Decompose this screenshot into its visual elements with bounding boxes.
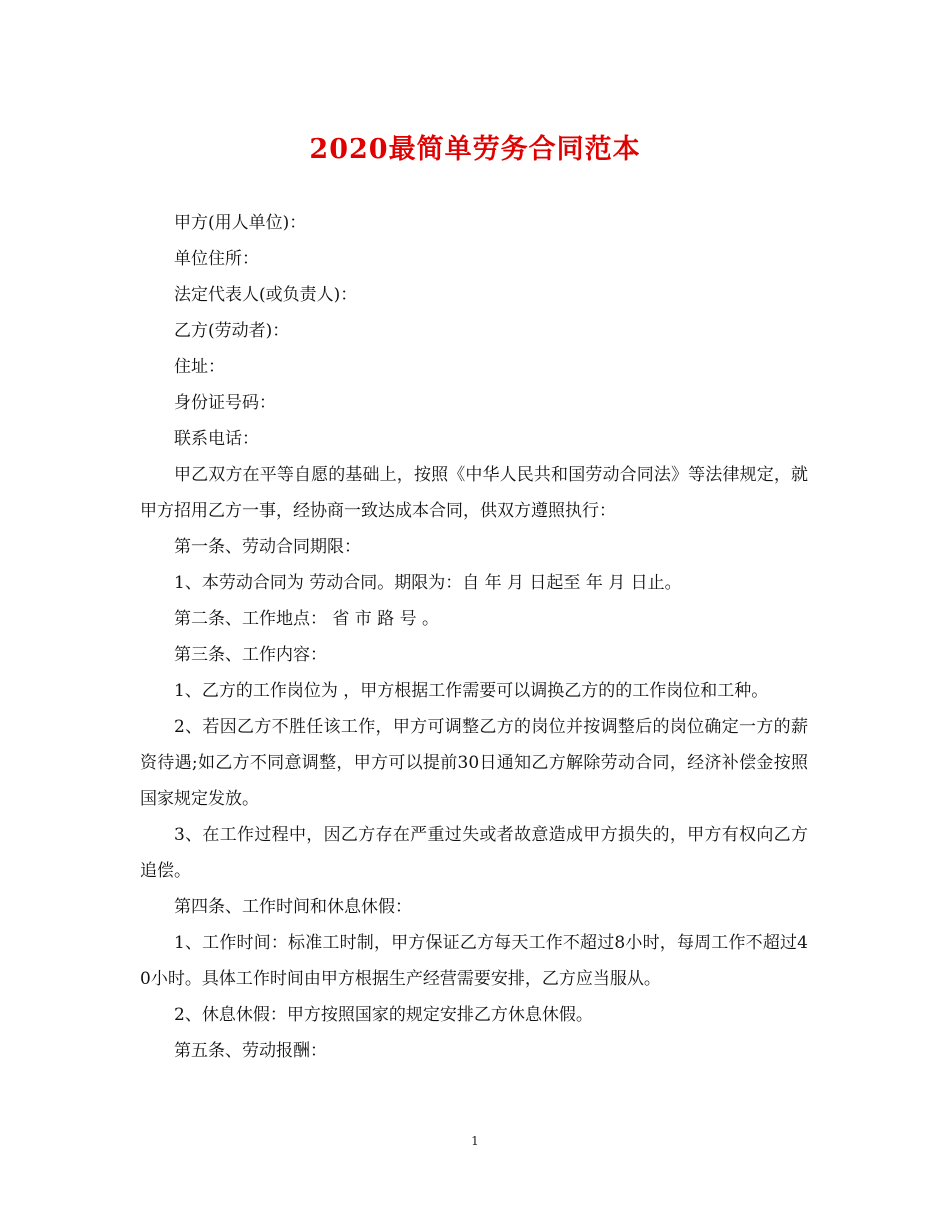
paragraph-id-number: 身份证号码： [174,393,276,413]
paragraph-article-4-item-1: 1、工作时间：标准工时制，甲方保证乙方每天工作不超过8小时，每周工作不超过40小时。具体工作时间由甲方根据生产经营需要安排，乙方应当服从。 [140,933,808,989]
paragraph-article-5: 第五条、劳动报酬： [174,1041,327,1061]
paragraph-article-4-item-2: 2、休息休假：甲方按照国家的规定安排乙方休息休假。 [174,1005,593,1025]
paragraph-article-3-item-1: 1、乙方的工作岗位为 ，甲方根据工作需要可以调换乙方的的工作岗位和工种。 [174,681,769,701]
paragraph-employee-address: 住址： [174,357,225,377]
paragraph-article-3: 第三条、工作内容： [174,645,327,665]
paragraph-article-2: 第二条、工作地点： 省 市 路 号 。 [174,609,440,629]
paragraph-legal-representative: 法定代表人(或负责人)： [174,285,358,305]
paragraph-article-1: 第一条、劳动合同期限： [174,537,361,557]
paragraph-employer-address: 单位住所： [174,249,259,269]
paragraph-article-3-item-3: 3、在工作过程中，因乙方存在严重过失或者故意造成甲方损失的，甲方有权向乙方追偿。 [140,825,808,881]
paragraph-employee: 乙方(劳动者)： [174,321,290,341]
document-title: 2020最简单劳务合同范本 [309,134,641,165]
page-number: 1 [471,1134,479,1148]
paragraph-preamble: 甲乙双方在平等自愿的基础上，按照《中华人民共和国劳动合同法》等法律规定，就甲方招用乙方一事，经协商一致达成本合同，供双方遵照执行： [140,465,808,521]
paragraph-article-4: 第四条、工作时间和休息休假： [174,897,412,917]
paragraph-article-3-item-2: 2、若因乙方不胜任该工作，甲方可调整乙方的岗位并按调整后的岗位确定一方的薪资待遇;如乙方不同意调整，甲方可以提前30日通知乙方解除劳动合同，经济补偿金按照国家规定发放。 [140,717,808,809]
paragraph-phone: 联系电话： [174,429,259,449]
paragraph-article-1-item-1: 1、本劳动合同为 劳动合同。期限为：自 年 月 日起至 年 月 日止。 [174,573,682,593]
paragraph-employer: 甲方(用人单位)： [174,213,307,233]
document-body [140,205,808,1069]
